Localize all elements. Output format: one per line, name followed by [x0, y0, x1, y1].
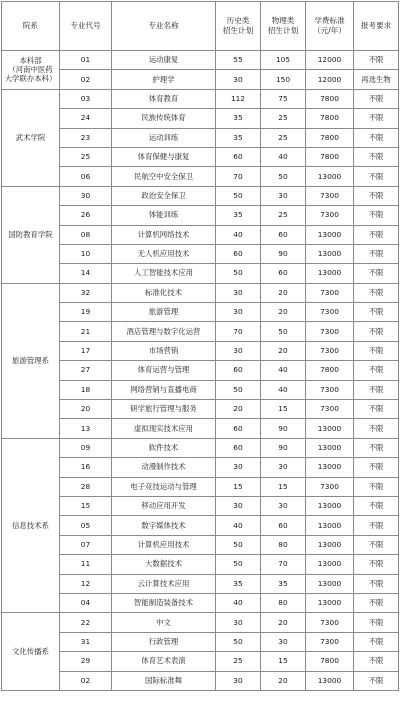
major-name-cell: 行政管理: [112, 632, 216, 651]
requirement-cell: 不限: [354, 303, 399, 322]
tuition-cell: 13000: [306, 671, 354, 690]
requirement-cell: 不限: [354, 458, 399, 477]
physics-quota-cell: 90: [261, 419, 306, 438]
physics-quota-cell: 20: [261, 341, 306, 360]
physics-quota-cell: 20: [261, 613, 306, 632]
major-code-cell: 10: [60, 244, 112, 263]
table-row: [2, 109, 399, 128]
major-code-cell: 26: [60, 206, 112, 225]
header-code: 专业代号: [60, 2, 112, 51]
major-code-cell: 04: [60, 593, 112, 612]
history-quota-cell: 70: [216, 167, 261, 186]
table-row: [2, 322, 399, 341]
physics-quota-cell: 75: [261, 89, 306, 108]
table-row: [2, 516, 399, 535]
major-name-cell: 数字媒体技术: [112, 516, 216, 535]
requirement-cell: 不限: [354, 593, 399, 612]
major-name-cell: 电子竞技运动与管理: [112, 477, 216, 496]
physics-quota-cell: 25: [261, 206, 306, 225]
history-quota-cell: 30: [216, 341, 261, 360]
table-row: [2, 632, 399, 651]
table-row: [2, 128, 399, 147]
table-row: [2, 186, 399, 205]
table-row: [2, 70, 399, 89]
requirement-cell: 不限: [354, 361, 399, 380]
table-container: [1, 1, 399, 691]
history-quota-cell: 112: [216, 89, 261, 108]
table-row: [2, 400, 399, 419]
major-name-cell: 运动训练: [112, 128, 216, 147]
history-quota-cell: 30: [216, 613, 261, 632]
tuition-cell: 7300: [306, 380, 354, 399]
table-row: [2, 613, 399, 632]
history-quota-cell: 55: [216, 51, 261, 70]
major-name-cell: 研学旅行管理与服务: [112, 400, 216, 419]
history-quota-cell: 50: [216, 186, 261, 205]
major-code-cell: 02: [60, 671, 112, 690]
history-quota-cell: 50: [216, 632, 261, 651]
major-name-cell: 体育教育: [112, 89, 216, 108]
major-code-cell: 13: [60, 419, 112, 438]
major-code-cell: 06: [60, 167, 112, 186]
table-row: [2, 283, 399, 302]
tuition-cell: 7800: [306, 361, 354, 380]
tuition-cell: 7300: [306, 322, 354, 341]
physics-quota-cell: 15: [261, 477, 306, 496]
major-code-cell: 02: [60, 70, 112, 89]
physics-quota-cell: 20: [261, 303, 306, 322]
requirement-cell: 不限: [354, 632, 399, 651]
table-row: [2, 555, 399, 574]
physics-quota-cell: 70: [261, 555, 306, 574]
tuition-cell: 13000: [306, 264, 354, 283]
major-code-cell: 19: [60, 303, 112, 322]
tuition-cell: 13000: [306, 593, 354, 612]
requirement-cell: 不限: [354, 496, 399, 515]
physics-quota-cell: 40: [261, 380, 306, 399]
header-department: 院系: [2, 2, 60, 51]
major-code-cell: 08: [60, 225, 112, 244]
tuition-cell: 7300: [306, 632, 354, 651]
physics-quota-cell: 30: [261, 458, 306, 477]
major-name-cell: 无人机应用技术: [112, 244, 216, 263]
requirement-cell: 不限: [354, 186, 399, 205]
requirement-cell: 不限: [354, 438, 399, 457]
major-code-cell: 23: [60, 128, 112, 147]
tuition-cell: 12000: [306, 51, 354, 70]
physics-quota-cell: 50: [261, 322, 306, 341]
physics-quota-cell: 105: [261, 51, 306, 70]
physics-quota-cell: 35: [261, 574, 306, 593]
tuition-cell: 13000: [306, 225, 354, 244]
physics-quota-cell: 60: [261, 225, 306, 244]
history-quota-cell: 50: [216, 535, 261, 554]
major-name-cell: 政治安全保卫: [112, 186, 216, 205]
header-physics-quota: 物理类 招生计划: [261, 2, 306, 51]
requirement-cell: 不限: [354, 400, 399, 419]
major-code-cell: 18: [60, 380, 112, 399]
department-cell: 国防教育学院: [2, 186, 60, 283]
requirement-cell: 不限: [354, 380, 399, 399]
tuition-cell: 7300: [306, 341, 354, 360]
major-code-cell: 12: [60, 574, 112, 593]
header-history-quota: 历史类 招生计划: [216, 2, 261, 51]
requirement-cell: 再选生物: [354, 70, 399, 89]
major-name-cell: 计算机网络技术: [112, 225, 216, 244]
requirement-cell: 不限: [354, 264, 399, 283]
history-quota-cell: 15: [216, 477, 261, 496]
major-code-cell: 07: [60, 535, 112, 554]
history-quota-cell: 30: [216, 671, 261, 690]
admissions-table: [1, 1, 399, 691]
history-quota-cell: 60: [216, 147, 261, 166]
major-code-cell: 21: [60, 322, 112, 341]
major-name-cell: 民航空中安全保卫: [112, 167, 216, 186]
major-code-cell: 25: [60, 147, 112, 166]
physics-quota-cell: 40: [261, 361, 306, 380]
major-name-cell: 护理学: [112, 70, 216, 89]
major-name-cell: 旅游管理: [112, 303, 216, 322]
requirement-cell: 不限: [354, 652, 399, 671]
tuition-cell: 13000: [306, 244, 354, 263]
major-code-cell: 27: [60, 361, 112, 380]
major-name-cell: 市场营销: [112, 341, 216, 360]
physics-quota-cell: 25: [261, 109, 306, 128]
history-quota-cell: 60: [216, 361, 261, 380]
major-code-cell: 31: [60, 632, 112, 651]
major-name-cell: 移动应用开发: [112, 496, 216, 515]
major-code-cell: 01: [60, 51, 112, 70]
history-quota-cell: 35: [216, 128, 261, 147]
major-code-cell: 32: [60, 283, 112, 302]
tuition-cell: 7800: [306, 128, 354, 147]
requirement-cell: 不限: [354, 206, 399, 225]
tuition-cell: 13000: [306, 555, 354, 574]
requirement-cell: 不限: [354, 244, 399, 263]
tuition-cell: 7300: [306, 400, 354, 419]
history-quota-cell: 40: [216, 225, 261, 244]
requirement-cell: 不限: [354, 574, 399, 593]
tuition-cell: 7300: [306, 613, 354, 632]
department-cell: 旅游管理系: [2, 283, 60, 438]
major-code-cell: 15: [60, 496, 112, 515]
table-row: [2, 225, 399, 244]
requirement-cell: 不限: [354, 89, 399, 108]
history-quota-cell: 60: [216, 244, 261, 263]
physics-quota-cell: 20: [261, 283, 306, 302]
major-code-cell: 09: [60, 438, 112, 457]
tuition-cell: 13000: [306, 516, 354, 535]
table-row: [2, 458, 399, 477]
history-quota-cell: 60: [216, 438, 261, 457]
table-row: [2, 593, 399, 612]
major-name-cell: 人工智能技术应用: [112, 264, 216, 283]
requirement-cell: 不限: [354, 341, 399, 360]
major-name-cell: 体育运营与管理: [112, 361, 216, 380]
major-name-cell: 智能制造装备技术: [112, 593, 216, 612]
requirement-cell: 不限: [354, 147, 399, 166]
table-row: [2, 303, 399, 322]
history-quota-cell: 60: [216, 419, 261, 438]
table-row: [2, 438, 399, 457]
requirement-cell: 不限: [354, 109, 399, 128]
physics-quota-cell: 50: [261, 167, 306, 186]
tuition-cell: 7800: [306, 147, 354, 166]
header-requirement: 报考要求: [354, 2, 399, 51]
tuition-cell: 13000: [306, 167, 354, 186]
major-name-cell: 网络营销与直播电商: [112, 380, 216, 399]
table-row: [2, 574, 399, 593]
table-row: [2, 167, 399, 186]
requirement-cell: 不限: [354, 555, 399, 574]
table-row: [2, 89, 399, 108]
table-row: [2, 244, 399, 263]
major-name-cell: 计算机应用技术: [112, 535, 216, 554]
requirement-cell: 不限: [354, 535, 399, 554]
table-row: [2, 652, 399, 671]
major-code-cell: 29: [60, 652, 112, 671]
history-quota-cell: 50: [216, 264, 261, 283]
tuition-cell: 7800: [306, 109, 354, 128]
history-quota-cell: 70: [216, 322, 261, 341]
major-code-cell: 14: [60, 264, 112, 283]
table-row: [2, 341, 399, 360]
table-row: [2, 264, 399, 283]
history-quota-cell: 30: [216, 458, 261, 477]
table-row: [2, 147, 399, 166]
major-name-cell: 酒店管理与数字化运营: [112, 322, 216, 341]
history-quota-cell: 40: [216, 516, 261, 535]
physics-quota-cell: 80: [261, 535, 306, 554]
tuition-cell: 7800: [306, 89, 354, 108]
physics-quota-cell: 40: [261, 147, 306, 166]
physics-quota-cell: 15: [261, 400, 306, 419]
major-name-cell: 大数据技术: [112, 555, 216, 574]
tuition-cell: 7800: [306, 652, 354, 671]
history-quota-cell: 30: [216, 303, 261, 322]
history-quota-cell: 30: [216, 70, 261, 89]
requirement-cell: 不限: [354, 167, 399, 186]
requirement-cell: 不限: [354, 128, 399, 147]
physics-quota-cell: 15: [261, 652, 306, 671]
department-cell: 文化传播系: [2, 613, 60, 691]
table-row: [2, 496, 399, 515]
requirement-cell: 不限: [354, 225, 399, 244]
tuition-cell: 7300: [306, 206, 354, 225]
major-name-cell: 体能训练: [112, 206, 216, 225]
major-code-cell: 30: [60, 186, 112, 205]
physics-quota-cell: 30: [261, 496, 306, 515]
requirement-cell: 不限: [354, 51, 399, 70]
physics-quota-cell: 150: [261, 70, 306, 89]
major-name-cell: 标准化技术: [112, 283, 216, 302]
table-row: [2, 419, 399, 438]
history-quota-cell: 50: [216, 380, 261, 399]
major-code-cell: 24: [60, 109, 112, 128]
tuition-cell: 7300: [306, 283, 354, 302]
history-quota-cell: 50: [216, 555, 261, 574]
history-quota-cell: 30: [216, 283, 261, 302]
physics-quota-cell: 90: [261, 438, 306, 457]
department-cell: 本科部 （河南中医药 大学联办本科）: [2, 51, 60, 90]
tuition-cell: 7300: [306, 303, 354, 322]
history-quota-cell: 20: [216, 400, 261, 419]
major-name-cell: 体育艺术表演: [112, 652, 216, 671]
requirement-cell: 不限: [354, 419, 399, 438]
physics-quota-cell: 80: [261, 593, 306, 612]
major-code-cell: 17: [60, 341, 112, 360]
physics-quota-cell: 20: [261, 671, 306, 690]
history-quota-cell: 35: [216, 109, 261, 128]
tuition-cell: 13000: [306, 419, 354, 438]
physics-quota-cell: 60: [261, 264, 306, 283]
table-body: [2, 51, 399, 691]
table-row: [2, 477, 399, 496]
header-tuition: 学费标准 （元/年）: [306, 2, 354, 51]
physics-quota-cell: 30: [261, 632, 306, 651]
major-name-cell: 云计算技术应用: [112, 574, 216, 593]
major-name-cell: 体育保健与康复: [112, 147, 216, 166]
major-code-cell: 28: [60, 477, 112, 496]
table-row: [2, 535, 399, 554]
major-name-cell: 国际标准舞: [112, 671, 216, 690]
history-quota-cell: 35: [216, 574, 261, 593]
major-code-cell: 11: [60, 555, 112, 574]
tuition-cell: 7300: [306, 477, 354, 496]
header-row: [2, 2, 399, 51]
table-row: [2, 206, 399, 225]
major-code-cell: 05: [60, 516, 112, 535]
major-code-cell: 22: [60, 613, 112, 632]
tuition-cell: 13000: [306, 496, 354, 515]
physics-quota-cell: 90: [261, 244, 306, 263]
requirement-cell: 不限: [354, 477, 399, 496]
department-cell: 武术学院: [2, 89, 60, 186]
major-name-cell: 中文: [112, 613, 216, 632]
history-quota-cell: 25: [216, 652, 261, 671]
major-name-cell: 软件技术: [112, 438, 216, 457]
requirement-cell: 不限: [354, 516, 399, 535]
table-row: [2, 671, 399, 690]
table-row: [2, 51, 399, 70]
history-quota-cell: 30: [216, 496, 261, 515]
history-quota-cell: 35: [216, 206, 261, 225]
requirement-cell: 不限: [354, 283, 399, 302]
major-name-cell: 运动康复: [112, 51, 216, 70]
tuition-cell: 13000: [306, 458, 354, 477]
physics-quota-cell: 30: [261, 186, 306, 205]
history-quota-cell: 40: [216, 593, 261, 612]
tuition-cell: 13000: [306, 438, 354, 457]
major-code-cell: 20: [60, 400, 112, 419]
tuition-cell: 13000: [306, 574, 354, 593]
requirement-cell: 不限: [354, 671, 399, 690]
tuition-cell: 12000: [306, 70, 354, 89]
table-row: [2, 361, 399, 380]
table-row: [2, 380, 399, 399]
physics-quota-cell: 25: [261, 128, 306, 147]
physics-quota-cell: 60: [261, 516, 306, 535]
major-code-cell: 16: [60, 458, 112, 477]
major-name-cell: 虚拟现实技术应用: [112, 419, 216, 438]
department-cell: 信息技术系: [2, 438, 60, 613]
header-major: 专业名称: [112, 2, 216, 51]
major-name-cell: 动漫制作技术: [112, 458, 216, 477]
tuition-cell: 13000: [306, 535, 354, 554]
requirement-cell: 不限: [354, 322, 399, 341]
requirement-cell: 不限: [354, 613, 399, 632]
major-name-cell: 民族传统体育: [112, 109, 216, 128]
tuition-cell: 7300: [306, 186, 354, 205]
major-code-cell: 03: [60, 89, 112, 108]
